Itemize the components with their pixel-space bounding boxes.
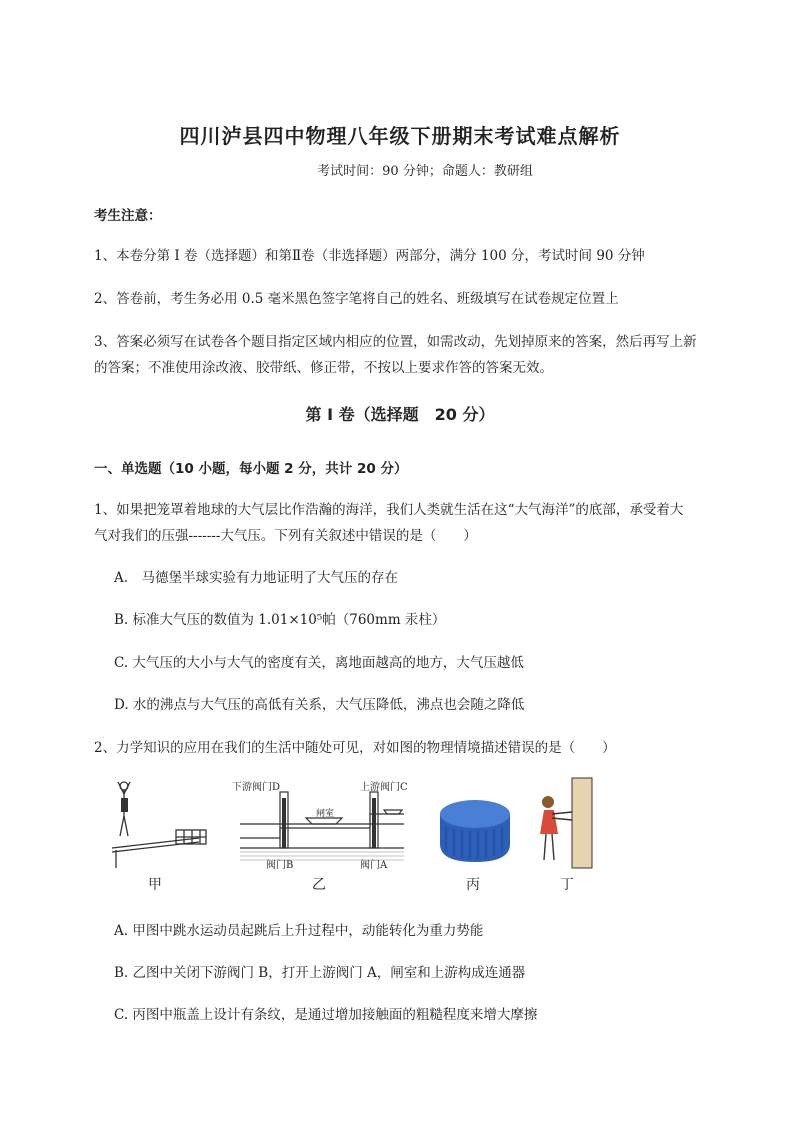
- question-1-stem: 1、如果把笼罩着地球的大气层比作浩瀚的海洋，我们人类就生活在这“大气海洋”的底部，承受着大: [94, 502, 684, 518]
- notice-item: 3、答案必须写在试卷各个题目指定区域内相应的位置，如需改动，先划掉原来的答案，然后再写上新: [94, 334, 697, 350]
- question-2-option-a: A. 甲图中跳水运动员起跳后上升过程中，动能转化为重力势能: [114, 923, 484, 939]
- question-1-option-a: A. 马德堡半球实验有力地证明了大气压的存在: [114, 570, 399, 586]
- lock-label-chamber: 闸室: [316, 809, 335, 819]
- figure-caption-bing: 丙: [466, 877, 480, 893]
- lock-label-valve-b: 阀门B: [266, 860, 294, 871]
- figure-caption-yi: 乙: [312, 877, 326, 893]
- notice-item: 1、本卷分第 I 卷（选择题）和第Ⅱ卷（非选择题）两部分，满分 100 分，考试时间 90 分钟: [94, 248, 645, 264]
- question-1-option-c: C. 大气压的大小与大气的密度有关，离地面越高的地方，大气压越低: [114, 655, 524, 671]
- notice-item: 2、答卷前，考生务必用 0.5 毫米黑色签字笔将自己的姓名、班级填写在试卷规定位置上: [94, 291, 619, 307]
- question-2-option-b: B. 乙图中关闭下游阀门 B，打开上游阀门 A，闸室和上游构成连通器: [114, 965, 526, 981]
- girl-pushing-wall-figure: [536, 776, 594, 872]
- notice-item: 的答案；不准使用涂改液、胶带纸、修正带，不按以上要求作答的答案无效。: [94, 360, 553, 376]
- notice-heading: 考生注意：: [94, 208, 162, 224]
- figure-caption-jia: 甲: [148, 877, 162, 893]
- question-2-stem: 2、力学知识的应用在我们的生活中随处可见，对如图的物理情境描述错误的是（ ）: [94, 740, 616, 756]
- section-title: 第 I 卷（选择题 20 分）: [305, 405, 495, 424]
- bottle-cap-figure: [436, 796, 514, 866]
- figure-caption-ding: 丁: [560, 877, 574, 893]
- question-2-option-c: C. 丙图中瓶盖上设计有条纹，是通过增加接触面的粗糙程度来增大摩擦: [114, 1007, 538, 1023]
- lock-label-downstream-valve: 下游阀门D: [232, 782, 281, 793]
- question-1-stem: 气对我们的压强-------大气压。下列有关叙述中错误的是（ ）: [94, 528, 477, 544]
- question-1-option-b: B. 标准大气压的数值为 1.01×10⁵帕（760mm 汞柱）: [114, 612, 446, 628]
- question-1-option-d: D. 水的沸点与大气压的高低有关系，大气压降低，沸点也会随之降低: [114, 697, 525, 713]
- page-subtitle: 考试时间：90 分钟；命题人：教研组: [317, 164, 533, 179]
- lock-label-valve-a: 阀门A: [360, 860, 388, 871]
- page-title: 四川泸县四中物理八年级下册期末考试难点解析: [179, 124, 621, 148]
- diver-figure: [104, 778, 214, 870]
- part-heading: 一、单选题（10 小题，每小题 2 分，共计 20 分）: [94, 461, 408, 477]
- lock-label-upstream-valve: 上游阀门C: [360, 782, 408, 793]
